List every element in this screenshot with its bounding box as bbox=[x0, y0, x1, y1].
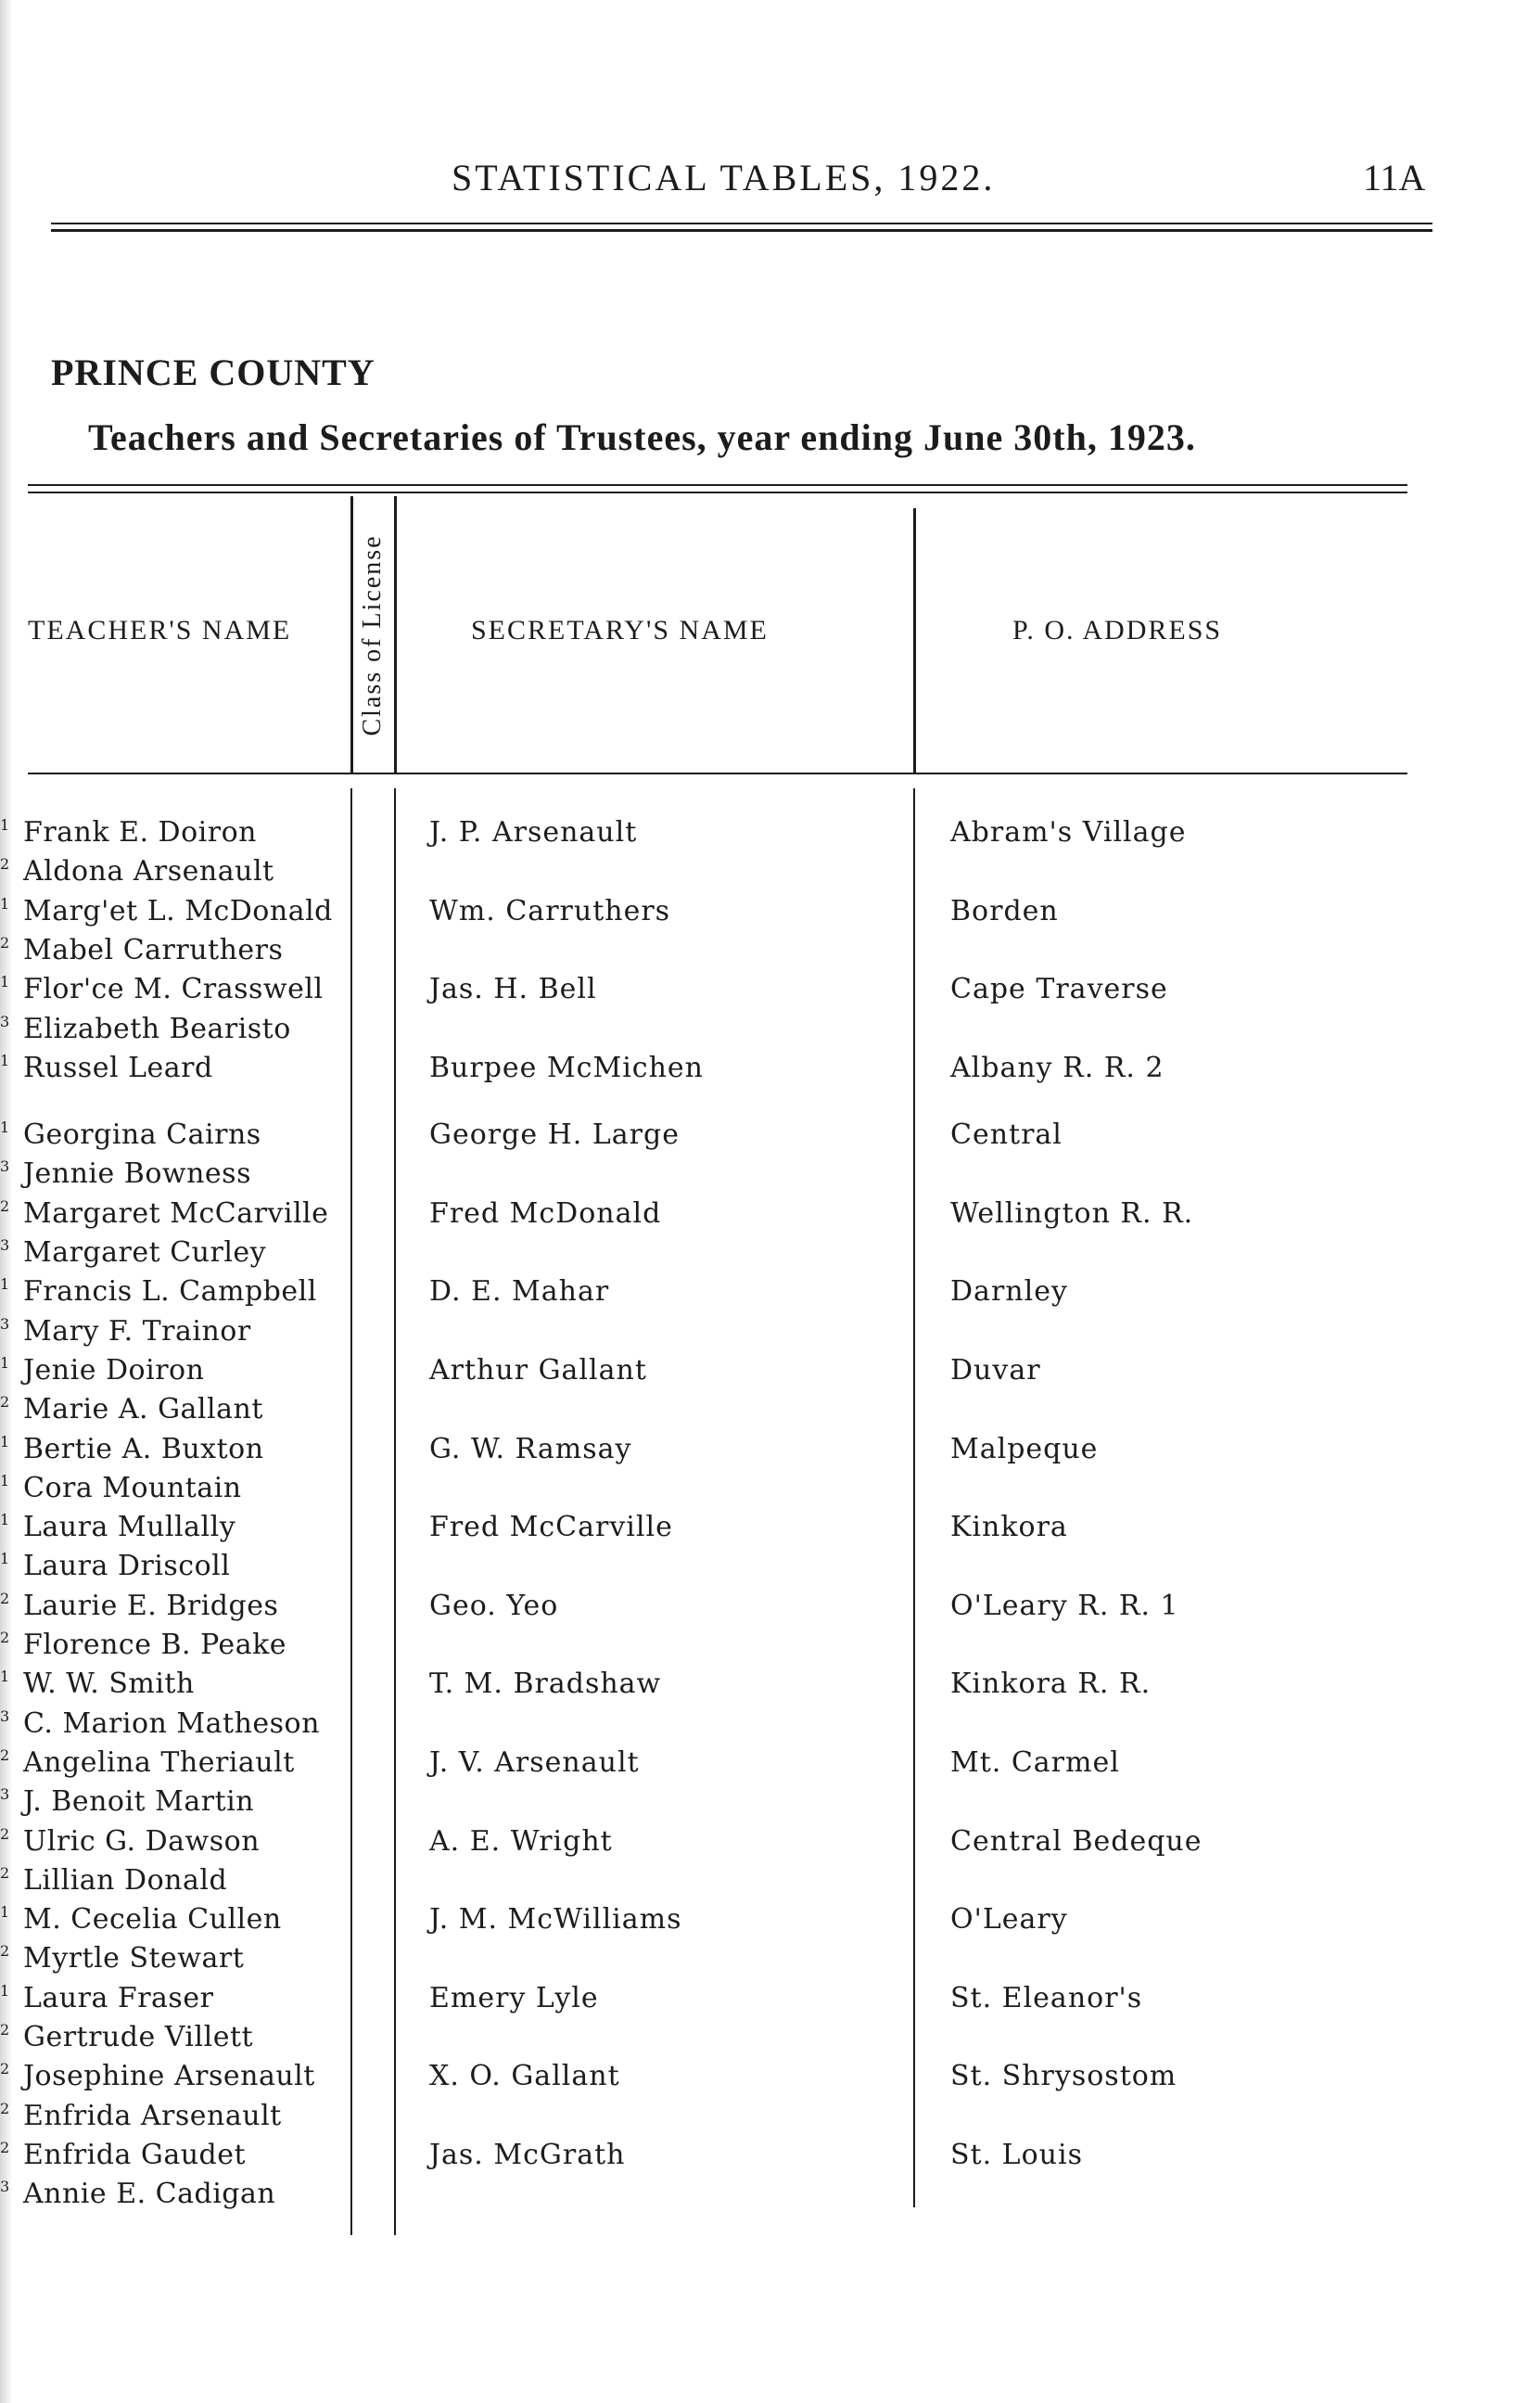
table-row bbox=[0, 1472, 1540, 1511]
teacher-name: M. Cecelia Cullen bbox=[23, 1903, 282, 1936]
license-class: 2 bbox=[0, 1393, 10, 1411]
table-row bbox=[0, 973, 1540, 1012]
table-row bbox=[0, 2139, 1540, 2178]
table-row bbox=[0, 1707, 1540, 1746]
teacher-name: Ulric G. Dawson bbox=[23, 1825, 261, 1858]
po-address: St. Louis bbox=[950, 2139, 1083, 2171]
teacher-name: J. Benoit Martin bbox=[23, 1785, 255, 1818]
secretary-name: George H. Large bbox=[429, 1118, 680, 1151]
table-row bbox=[0, 1668, 1540, 1706]
po-address: O'Leary R. R. 1 bbox=[950, 1590, 1179, 1622]
po-address: Borden bbox=[950, 895, 1059, 927]
po-address: Kinkora R. R. bbox=[950, 1668, 1152, 1700]
license-class: 2 bbox=[0, 1197, 10, 1215]
license-class: 3 bbox=[0, 1236, 10, 1254]
teacher-name: Laura Driscoll bbox=[23, 1550, 231, 1582]
po-address: O'Leary bbox=[950, 1903, 1068, 1936]
license-class: 1 bbox=[0, 895, 10, 913]
teacher-name: Margaret Curley bbox=[23, 1236, 267, 1269]
teacher-name: Enfrida Gaudet bbox=[23, 2139, 247, 2171]
license-class: 2 bbox=[0, 1864, 10, 1882]
teacher-name: Laura Mullally bbox=[23, 1511, 236, 1543]
secretary-name: Emery Lyle bbox=[429, 1982, 599, 2014]
license-class: 2 bbox=[0, 2100, 10, 2117]
license-class: 1 bbox=[0, 1982, 10, 2000]
table-row bbox=[0, 1354, 1540, 1393]
header-rule-1 bbox=[51, 223, 1432, 224]
license-class: 2 bbox=[0, 1590, 10, 1607]
table-row bbox=[0, 1942, 1540, 1981]
teacher-name: C. Marion Matheson bbox=[23, 1707, 320, 1740]
license-class: 1 bbox=[0, 1433, 10, 1451]
license-class: 2 bbox=[0, 2060, 10, 2077]
po-address: Kinkora bbox=[950, 1511, 1068, 1543]
table-row bbox=[0, 1629, 1540, 1668]
po-address: Central Bedeque bbox=[950, 1825, 1203, 1858]
secretary-name: Burpee McMichen bbox=[429, 1052, 704, 1084]
po-address: Malpeque bbox=[950, 1433, 1099, 1465]
teacher-name: Jenie Doiron bbox=[23, 1354, 205, 1387]
po-address: Cape Traverse bbox=[950, 973, 1168, 1005]
license-class: 1 bbox=[0, 1511, 10, 1528]
secretary-column-header: SECRETARY'S NAME bbox=[471, 615, 769, 645]
license-class: 1 bbox=[0, 1550, 10, 1567]
teacher-name: Bertie A. Buxton bbox=[23, 1433, 264, 1465]
table-top-rule-1 bbox=[28, 484, 1407, 486]
teacher-name: Marie A. Gallant bbox=[23, 1393, 263, 1425]
license-class: 1 bbox=[0, 1903, 10, 1921]
secretary-name: Arthur Gallant bbox=[429, 1354, 647, 1387]
secretary-name: Jas. McGrath bbox=[429, 2139, 626, 2171]
license-class: 2 bbox=[0, 1746, 10, 1764]
license-class: 1 bbox=[0, 1275, 10, 1293]
teacher-name: Mary F. Trainor bbox=[23, 1315, 251, 1348]
teacher-name: Mabel Carruthers bbox=[23, 934, 284, 966]
license-class: 2 bbox=[0, 2139, 10, 2156]
license-class: 3 bbox=[0, 1707, 10, 1725]
teacher-name: Aldona Arsenault bbox=[23, 855, 274, 888]
divider-secretary-address bbox=[913, 508, 916, 774]
teacher-column-header: TEACHER'S NAME bbox=[28, 615, 292, 645]
teacher-name: Marg'et L. McDonald bbox=[23, 895, 333, 927]
table-header-bottom-rule bbox=[28, 773, 1407, 774]
table-row bbox=[0, 1236, 1540, 1275]
class-column-header-label: Class of License bbox=[358, 534, 387, 736]
table-row bbox=[0, 1393, 1540, 1432]
running-head bbox=[0, 156, 1540, 211]
table-row bbox=[0, 1157, 1540, 1196]
header-rule-2 bbox=[51, 229, 1432, 232]
license-class: 1 bbox=[0, 1052, 10, 1069]
teacher-name: Elizabeth Bearisto bbox=[23, 1013, 291, 1045]
table-row bbox=[0, 2060, 1540, 2099]
secretary-name: J. M. McWilliams bbox=[429, 1903, 682, 1936]
license-class: 1 bbox=[0, 1668, 10, 1685]
teacher-name: W. W. Smith bbox=[23, 1668, 195, 1700]
po-address: Darnley bbox=[950, 1275, 1068, 1308]
teacher-name: Frank E. Doiron bbox=[23, 816, 257, 849]
secretary-name: J. P. Arsenault bbox=[429, 816, 638, 849]
secretary-name: Fred McCarville bbox=[429, 1511, 673, 1543]
teacher-name: Margaret McCarville bbox=[23, 1197, 329, 1230]
license-class: 1 bbox=[0, 973, 10, 991]
teacher-name: Myrtle Stewart bbox=[23, 1942, 245, 1975]
license-class: 2 bbox=[0, 934, 10, 952]
running-title: STATISTICAL TABLES, 1922. bbox=[452, 157, 996, 198]
table-row bbox=[0, 1550, 1540, 1589]
teacher-name: Laura Fraser bbox=[23, 1982, 214, 2014]
secretary-name: X. O. Gallant bbox=[429, 2060, 620, 2092]
table-row bbox=[0, 1590, 1540, 1629]
table-subtitle: Teachers and Secretaries of Trustees, year ending June 30th, 1923. bbox=[88, 416, 1196, 458]
table-row bbox=[0, 1982, 1540, 2021]
table-row bbox=[0, 855, 1540, 894]
license-class: 3 bbox=[0, 1013, 10, 1030]
teacher-name: Annie E. Cadigan bbox=[23, 2178, 276, 2210]
secretary-name: Jas. H. Bell bbox=[429, 973, 597, 1005]
po-address: St. Eleanor's bbox=[950, 1982, 1143, 2014]
secretary-name: J. V. Arsenault bbox=[429, 1746, 640, 1779]
teacher-name: Josephine Arsenault bbox=[23, 2060, 315, 2092]
po-address: Abram's Village bbox=[950, 816, 1187, 849]
teacher-name: Flor'ce M. Crasswell bbox=[23, 973, 324, 1005]
table-row bbox=[0, 1511, 1540, 1550]
po-address: Wellington R. R. bbox=[950, 1197, 1194, 1230]
license-class: 3 bbox=[0, 1785, 10, 1803]
secretary-name: G. W. Ramsay bbox=[429, 1433, 632, 1465]
license-class: 2 bbox=[0, 1629, 10, 1646]
table-row bbox=[0, 1275, 1540, 1314]
table-row bbox=[0, 2021, 1540, 2060]
teacher-name: Laurie E. Bridges bbox=[23, 1590, 279, 1622]
license-class: 3 bbox=[0, 1157, 10, 1175]
table-row bbox=[0, 2100, 1540, 2139]
table-row bbox=[0, 1315, 1540, 1354]
table-row bbox=[0, 1825, 1540, 1864]
teacher-name: Francis L. Campbell bbox=[23, 1275, 317, 1308]
secretary-name: A. E. Wright bbox=[429, 1825, 613, 1858]
teacher-name: Angelina Theriault bbox=[23, 1746, 295, 1779]
table-row bbox=[0, 1052, 1540, 1091]
teacher-name: Lillian Donald bbox=[23, 1864, 228, 1897]
po-address: St. Shrysostom bbox=[950, 2060, 1177, 2092]
table-row bbox=[0, 1785, 1540, 1824]
license-class: 3 bbox=[0, 2178, 10, 2195]
teacher-name: Florence B. Peake bbox=[23, 1629, 287, 1661]
teacher-name: Georgina Cairns bbox=[23, 1118, 261, 1151]
po-address: Central bbox=[950, 1118, 1063, 1151]
teacher-name: Enfrida Arsenault bbox=[23, 2100, 282, 2132]
license-class: 2 bbox=[0, 1942, 10, 1960]
po-address: Albany R. R. 2 bbox=[950, 1052, 1165, 1084]
secretary-name: Wm. Carruthers bbox=[429, 895, 671, 927]
secretary-name: Fred McDonald bbox=[429, 1197, 662, 1230]
license-class: 2 bbox=[0, 2021, 10, 2039]
class-column-header bbox=[353, 505, 392, 765]
table-row bbox=[0, 895, 1540, 934]
table-row bbox=[0, 1013, 1540, 1052]
license-class: 1 bbox=[0, 1118, 10, 1136]
county-heading: PRINCE COUNTY bbox=[51, 352, 375, 393]
license-class: 1 bbox=[0, 816, 10, 834]
table-row bbox=[0, 1864, 1540, 1903]
license-class: 2 bbox=[0, 855, 10, 873]
secretary-name: T. M. Bradshaw bbox=[429, 1668, 662, 1700]
license-class: 1 bbox=[0, 1472, 10, 1489]
license-class: 2 bbox=[0, 1825, 10, 1843]
table-top-rule-2 bbox=[28, 492, 1407, 493]
table-row bbox=[0, 1746, 1540, 1785]
teacher-name: Cora Mountain bbox=[23, 1472, 242, 1504]
table-row bbox=[0, 2178, 1540, 2217]
divider-class-secretary bbox=[394, 496, 397, 774]
po-address: Duvar bbox=[950, 1354, 1041, 1387]
license-class: 1 bbox=[0, 1354, 10, 1372]
license-class: 3 bbox=[0, 1315, 10, 1333]
secretary-name: D. E. Mahar bbox=[429, 1275, 610, 1308]
table-row bbox=[0, 1118, 1540, 1157]
teacher-name: Jennie Bowness bbox=[23, 1157, 251, 1190]
table-row bbox=[0, 816, 1540, 855]
table-row bbox=[0, 1197, 1540, 1236]
secretary-name: Geo. Yeo bbox=[429, 1590, 559, 1622]
table-row bbox=[0, 1433, 1540, 1472]
table-row bbox=[0, 1903, 1540, 1942]
address-column-header: P. O. ADDRESS bbox=[1012, 615, 1223, 645]
teacher-name: Gertrude Villett bbox=[23, 2021, 254, 2053]
teacher-name: Russel Leard bbox=[23, 1052, 213, 1084]
table-row bbox=[0, 934, 1540, 973]
po-address: Mt. Carmel bbox=[950, 1746, 1120, 1779]
page-number: 11A bbox=[1363, 157, 1426, 198]
